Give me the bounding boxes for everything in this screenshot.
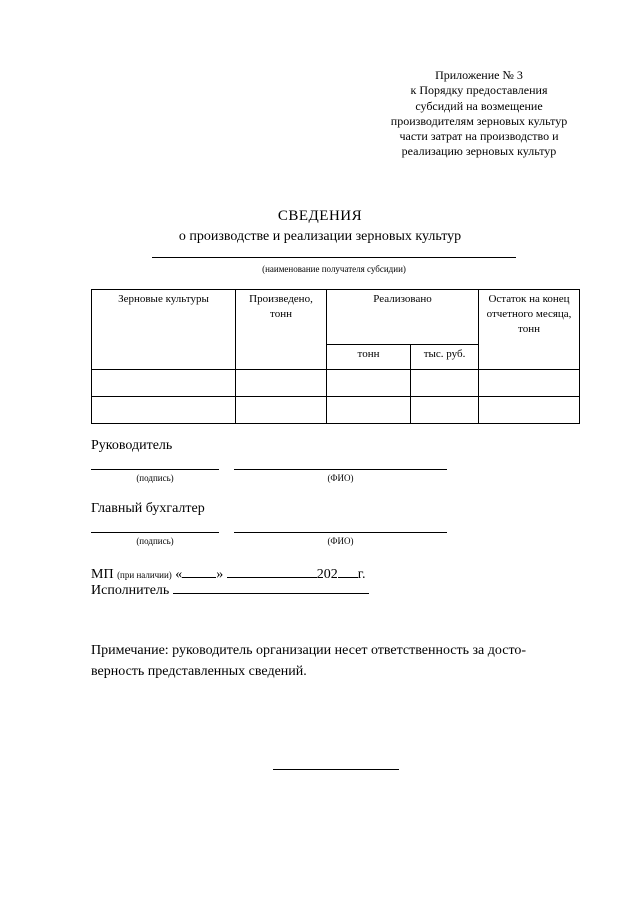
table-cell[interactable] xyxy=(479,397,580,424)
head-signature-caption: (подпись) xyxy=(136,473,174,483)
table-row xyxy=(92,370,580,397)
recipient-caption: (наименование получателя субсидии) xyxy=(262,264,406,274)
year-prefix: 202 xyxy=(316,567,338,582)
mp-note: (при наличии) xyxy=(117,570,172,580)
head-name-line[interactable] xyxy=(234,469,447,470)
executor-blank[interactable] xyxy=(173,581,369,594)
appendix-line: производителям зерновых культур xyxy=(390,113,568,128)
appendix-line: части затрат на производство и xyxy=(399,129,559,144)
crops-table xyxy=(91,289,580,424)
appendix-line: субсидий на возмещение xyxy=(415,98,543,113)
head-name-caption: (ФИО) xyxy=(327,473,354,483)
year-blank[interactable] xyxy=(338,565,358,578)
month-blank[interactable] xyxy=(227,565,317,578)
table-cell[interactable] xyxy=(92,397,236,424)
accountant-signature-caption: (подпись) xyxy=(136,536,174,546)
executor-label: Исполнитель xyxy=(91,583,170,598)
bottom-separator xyxy=(273,769,399,770)
header-produced: Произведено, тонн xyxy=(236,290,327,370)
accountant-name-line[interactable] xyxy=(234,532,447,533)
year-suffix: г. xyxy=(357,567,366,582)
table-cell[interactable] xyxy=(327,370,411,397)
table-cell[interactable] xyxy=(92,370,236,397)
document-title: СВЕДЕНИЯ xyxy=(277,208,363,224)
document-subtitle: о производстве и реализации зерновых культур xyxy=(178,229,462,244)
mp-label: МП xyxy=(91,567,114,582)
head-label: Руководитель xyxy=(91,438,173,453)
close-quote: » xyxy=(216,567,224,582)
open-quote: « xyxy=(175,567,183,582)
table-cell[interactable] xyxy=(236,370,327,397)
recipient-line[interactable] xyxy=(152,257,516,258)
table-row xyxy=(92,397,580,424)
executor-row xyxy=(91,581,369,599)
header-sold: Реализовано xyxy=(327,290,479,345)
table-cell[interactable] xyxy=(327,397,411,424)
footnote: Примечание: руководитель организации несет ответственность за досто-верность представленных сведений. xyxy=(91,643,527,679)
header-remainder: Остаток на конец отчетного месяца, тонн xyxy=(479,290,580,370)
header-sold-tons: тонн xyxy=(327,345,411,370)
appendix-line: Приложение № 3 xyxy=(435,68,523,82)
appendix-line: реализацию зерновых культур xyxy=(401,144,557,159)
table-cell[interactable] xyxy=(236,397,327,424)
head-signature-line[interactable] xyxy=(91,469,219,470)
appendix-line: к Порядку предоставления xyxy=(410,83,548,98)
accountant-name-caption: (ФИО) xyxy=(327,536,354,546)
accountant-signature-line[interactable] xyxy=(91,532,219,533)
accountant-label: Главный бухгалтер xyxy=(91,501,205,516)
day-blank[interactable] xyxy=(182,565,216,578)
appendix-header xyxy=(374,68,584,160)
header-sold-rub: тыс. руб. xyxy=(411,345,479,370)
table-cell[interactable] xyxy=(411,397,479,424)
table-cell[interactable] xyxy=(479,370,580,397)
header-crops: Зерновые культуры xyxy=(92,290,236,370)
table-cell[interactable] xyxy=(411,370,479,397)
